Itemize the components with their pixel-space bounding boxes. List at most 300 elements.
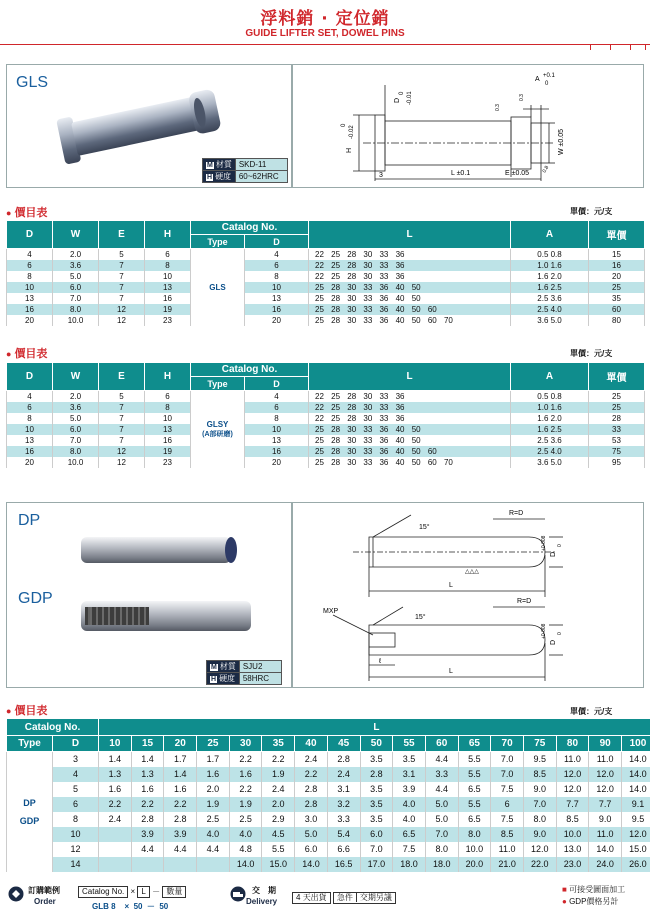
cell-h: 23 <box>145 315 191 326</box>
cell-w: 10.0 <box>53 315 99 326</box>
cell-price: 5.5 <box>262 842 295 857</box>
cell-price: 7.0 <box>425 827 458 842</box>
col-catalog-d: D <box>245 235 309 249</box>
cell-h: 16 <box>145 293 191 304</box>
col-l-value: 15 <box>131 736 164 752</box>
hardness-value: 60~62HRC <box>235 171 287 183</box>
cell-price: 6.6 <box>327 842 360 857</box>
cell-catalog-d: 20 <box>245 315 309 326</box>
cell-w: 6.0 <box>53 424 99 435</box>
col-price: 單價 <box>589 221 645 249</box>
cell-l: 25 28 30 33 36 40 50 60 70 <box>309 457 511 468</box>
col-catalog: Catalog No. <box>191 363 309 377</box>
cell-price: 2.2 <box>99 797 132 812</box>
cell-price <box>197 857 230 872</box>
note-gdp-price: ● GDP價格另計 <box>562 897 619 906</box>
thread-length-label: ℓ <box>379 658 382 665</box>
cell-price: 60 <box>589 304 645 315</box>
table-row <box>7 797 650 812</box>
cell-price: 2.8 <box>327 752 360 767</box>
cell-price: 1.6 <box>197 767 230 782</box>
cell-price: 2.8 <box>131 812 164 827</box>
delivery-label-cn: 交 期 <box>252 886 276 895</box>
cell-price: 1.7 <box>164 752 197 767</box>
cell-price: 12.0 <box>556 767 589 782</box>
col-catalog: Catalog No. <box>7 719 99 736</box>
cell-w: 7.0 <box>53 293 99 304</box>
hardness-value: 58HRC <box>239 673 281 685</box>
cell-price: 1.6 <box>164 782 197 797</box>
cell-price: 7.0 <box>491 752 524 767</box>
cell-l: 22 25 28 30 33 36 <box>309 402 511 413</box>
cell-d: 10 <box>53 827 99 842</box>
d-dimension-label: D <box>550 639 557 645</box>
type-note: (A部研磨) <box>202 430 233 438</box>
col-d: D <box>53 736 99 752</box>
table-row <box>7 827 650 842</box>
cell-price: 23.0 <box>556 857 589 872</box>
cell-price <box>99 827 132 842</box>
table-row <box>7 857 650 872</box>
cell-price: 8.0 <box>458 827 491 842</box>
cell-price: 12.0 <box>589 782 622 797</box>
cell-price: 2.2 <box>131 797 164 812</box>
cell-d: 16 <box>7 304 53 315</box>
cell-price: 6.5 <box>458 782 491 797</box>
cell-l: 22 25 28 30 33 36 <box>309 391 511 402</box>
cell-price: 10.0 <box>458 842 491 857</box>
cell-price: 21.0 <box>491 857 524 872</box>
cell-price: 9.5 <box>622 812 650 827</box>
col-l-value: 30 <box>229 736 262 752</box>
table-row <box>7 435 645 446</box>
cell-price: 20.0 <box>458 857 491 872</box>
cell-price: 1.9 <box>262 767 295 782</box>
cell-price: 5.5 <box>458 797 491 812</box>
w-dimension-label: W ±0.05 <box>558 128 565 155</box>
cell-price: 3.9 <box>393 782 426 797</box>
cell-price: 6.5 <box>458 812 491 827</box>
order-icon <box>8 886 24 902</box>
cell-d: 13 <box>7 293 53 304</box>
cell-price: 7.0 <box>360 842 393 857</box>
col-h: H <box>145 221 191 249</box>
cell-price: 1.3 <box>131 767 164 782</box>
cell-price: 1.9 <box>197 797 230 812</box>
radius-label: R=D <box>517 598 532 605</box>
table-row <box>7 293 645 304</box>
cell-price: 3.9 <box>131 827 164 842</box>
a-tolerance-top: +0.1 <box>543 73 555 79</box>
cell-price: 2.5 <box>197 812 230 827</box>
cell-price: 14.0 <box>295 857 328 872</box>
cell-price: 16 <box>589 260 645 271</box>
cell-e: 12 <box>99 315 145 326</box>
col-price: 單價 <box>589 363 645 391</box>
cell-a: 0.5 0.8 <box>511 249 589 260</box>
cell-h: 19 <box>145 304 191 315</box>
cell-price: 16.5 <box>327 857 360 872</box>
cell-price: 25 <box>589 282 645 293</box>
cell-d: 16 <box>7 446 53 457</box>
cell-price: 6.0 <box>360 827 393 842</box>
hardness-row <box>203 171 288 183</box>
cell-h: 13 <box>145 424 191 435</box>
d-tolerance-top: 0 <box>399 91 405 95</box>
cell-w: 2.0 <box>53 391 99 402</box>
gls-label: GLS <box>16 74 49 91</box>
cell-price: 2.0 <box>262 797 295 812</box>
radius-label: 0.8 <box>541 164 551 174</box>
cell-price: 1.4 <box>99 752 132 767</box>
cell-h: 16 <box>145 435 191 446</box>
cell-price: 4.5 <box>262 827 295 842</box>
cell-catalog-d: 20 <box>245 457 309 468</box>
l-dimension-label: L ±0.1 <box>451 170 471 177</box>
cell-price: 3.1 <box>393 767 426 782</box>
cell-h: 19 <box>145 446 191 457</box>
cell-price: 4.4 <box>425 782 458 797</box>
col-l: L <box>99 719 650 736</box>
unit-label-3: 單價：元/支 <box>570 707 613 716</box>
table-row <box>7 304 645 315</box>
cell-price: 17.0 <box>360 857 393 872</box>
radius-label: 0.3 <box>495 104 501 111</box>
cell-a: 1.6 2.5 <box>511 424 589 435</box>
cell-d: 20 <box>7 315 53 326</box>
l-dimension-label: L <box>449 582 453 589</box>
page-title: 浮料銷 · 定位銷 <box>260 9 390 29</box>
cell-a: 3.6 5.0 <box>511 315 589 326</box>
cell-price: 4.4 <box>197 842 230 857</box>
cell-e: 7 <box>99 413 145 424</box>
d-tolerance-top: +0.008 <box>541 535 547 551</box>
cell-price: 11.0 <box>589 827 622 842</box>
cell-catalog-d: 16 <box>245 446 309 457</box>
table-row <box>7 315 645 326</box>
material-value: SKD-11 <box>235 159 287 171</box>
cell-price <box>131 857 164 872</box>
cell-price: 22.0 <box>523 857 556 872</box>
col-l-value: 20 <box>164 736 197 752</box>
cell-price: 2.4 <box>295 752 328 767</box>
cell-e: 5 <box>99 391 145 402</box>
cell-e: 7 <box>99 402 145 413</box>
h-dimension-label: H <box>346 147 353 153</box>
cell-price: 95 <box>589 457 645 468</box>
cell-price: 1.6 <box>131 782 164 797</box>
cell-price: 6.0 <box>295 842 328 857</box>
cell-w: 8.0 <box>53 304 99 315</box>
cell-e: 12 <box>99 457 145 468</box>
cell-price: 1.9 <box>229 797 262 812</box>
cell-price: 2.4 <box>327 767 360 782</box>
cell-l: 25 28 30 33 36 40 50 60 <box>309 304 511 315</box>
cell-price: 6.5 <box>393 827 426 842</box>
cell-price: 12.0 <box>556 782 589 797</box>
cell-l: 22 25 28 30 33 36 <box>309 413 511 424</box>
order-qty-box: 數量 <box>162 886 186 898</box>
price-heading-1: ● 價目表 <box>6 204 47 220</box>
cell-price <box>164 857 197 872</box>
table-row <box>7 424 645 435</box>
order-l-box: L <box>137 886 149 898</box>
cell-price: 2.8 <box>360 767 393 782</box>
cell-price: 5.0 <box>295 827 328 842</box>
cell-h: 10 <box>145 271 191 282</box>
cell-l: 25 28 30 33 36 40 50 <box>309 424 511 435</box>
cell-price: 2.9 <box>262 812 295 827</box>
d-tolerance-bottom: 0 <box>557 632 563 635</box>
cell-price: 24.0 <box>589 857 622 872</box>
l-dimension-label: L <box>449 668 453 675</box>
cell-d: 3 <box>53 752 99 767</box>
cell-price: 2.2 <box>229 782 262 797</box>
cell-price: 7.5 <box>393 842 426 857</box>
cell-price: 33 <box>589 424 645 435</box>
table-row <box>7 402 645 413</box>
cell-price: 3.5 <box>360 782 393 797</box>
cell-catalog-d: 13 <box>245 293 309 304</box>
h-tolerance-top: 0 <box>341 123 347 127</box>
cell-price: 5.0 <box>425 797 458 812</box>
material-row <box>207 661 282 673</box>
col-type: Type <box>191 377 245 391</box>
col-w: W <box>53 221 99 249</box>
cell-price: 2.2 <box>295 767 328 782</box>
cell-price: 2.5 <box>229 812 262 827</box>
table-row <box>7 413 645 424</box>
cell-price: 14.0 <box>589 842 622 857</box>
cell-d: 4 <box>7 249 53 260</box>
cell-price: 4.4 <box>425 752 458 767</box>
cell-catalog-d: 4 <box>245 391 309 402</box>
hardness-key: H 硬度 <box>203 171 236 183</box>
d-dimension-label: D <box>550 551 557 557</box>
col-l-value: 80 <box>556 736 589 752</box>
cell-price: 3.0 <box>295 812 328 827</box>
cell-price: 3.5 <box>360 797 393 812</box>
cell-price: 8.0 <box>425 842 458 857</box>
cell-price: 28 <box>589 413 645 424</box>
col-d: D <box>7 221 53 249</box>
cell-l: 25 28 30 33 36 40 50 <box>309 293 511 304</box>
type-label-gdp: GDP <box>19 815 40 826</box>
col-l-value: 100 <box>622 736 650 752</box>
table-row <box>7 767 650 782</box>
cell-price: 9.0 <box>523 827 556 842</box>
order-times: × <box>130 887 136 896</box>
dp-material-table <box>206 660 282 685</box>
cell-w: 3.6 <box>53 260 99 271</box>
order-label-cn: 訂購範例 <box>28 886 60 895</box>
cell-price: 12.0 <box>622 827 650 842</box>
mxp-label: MXP <box>323 608 339 615</box>
cell-e: 7 <box>99 282 145 293</box>
cell-d: 14 <box>53 857 99 872</box>
cell-price: 18.0 <box>425 857 458 872</box>
cell-price: 3.5 <box>360 812 393 827</box>
delivery-info <box>292 892 396 904</box>
table-row <box>7 842 650 857</box>
cell-price: 25 <box>589 402 645 413</box>
cell-a: 0.5 0.8 <box>511 391 589 402</box>
gls-drawing-panel <box>292 64 644 188</box>
cell-d: 6 <box>7 402 53 413</box>
cell-d: 4 <box>7 391 53 402</box>
cell-w: 6.0 <box>53 282 99 293</box>
cell-h: 23 <box>145 457 191 468</box>
cell-price: 10.0 <box>556 827 589 842</box>
cell-price: 3.2 <box>327 797 360 812</box>
order-label-en: Order <box>34 897 56 906</box>
cell-price: 7.7 <box>556 797 589 812</box>
a-dimension-label: A <box>535 76 540 83</box>
finish-symbol: △△△ <box>465 569 479 575</box>
col-catalog: Catalog No. <box>191 221 309 235</box>
cell-price: 53 <box>589 435 645 446</box>
order-format <box>78 886 186 898</box>
material-value: SJU2 <box>239 661 281 673</box>
cell-catalog-d: 10 <box>245 424 309 435</box>
cell-price: 20 <box>589 271 645 282</box>
cell-price: 8.0 <box>523 812 556 827</box>
unit-label-2: 單價：元/支 <box>570 349 613 358</box>
cell-price: 3.5 <box>393 752 426 767</box>
type-cell <box>191 391 245 468</box>
gls-technical-drawing <box>293 65 645 189</box>
dim-3-label: 3 <box>379 172 383 179</box>
cell-price: 2.4 <box>99 812 132 827</box>
gls-price-table <box>6 220 645 326</box>
d-tolerance-bottom: 0 <box>557 544 563 547</box>
dp-technical-drawing <box>293 503 645 689</box>
cell-a: 2.5 3.6 <box>511 293 589 304</box>
col-h: H <box>145 363 191 391</box>
cell-catalog-d: 8 <box>245 413 309 424</box>
cell-catalog-d: 10 <box>245 282 309 293</box>
cell-price: 26.0 <box>622 857 650 872</box>
cell-price: 1.6 <box>229 767 262 782</box>
cell-catalog-d: 6 <box>245 402 309 413</box>
cell-price: 1.4 <box>164 767 197 782</box>
table-row <box>7 271 645 282</box>
cell-price: 4.0 <box>393 797 426 812</box>
col-a: A <box>511 221 589 249</box>
col-a: A <box>511 363 589 391</box>
cell-price: 25 <box>589 391 645 402</box>
cell-price: 11.0 <box>556 752 589 767</box>
cell-price: 3.9 <box>164 827 197 842</box>
material-row <box>203 159 288 171</box>
cell-catalog-d: 13 <box>245 435 309 446</box>
cell-d: 8 <box>53 812 99 827</box>
type-label: GLS <box>209 282 226 292</box>
cell-price: 14.0 <box>622 752 650 767</box>
delivery-days-box: 4 天出貨 <box>292 892 331 904</box>
page-subtitle: GUIDE LIFTER SET, DOWEL PINS <box>245 28 405 39</box>
cell-price: 80 <box>589 315 645 326</box>
cell-l: 22 25 28 30 33 36 <box>309 271 511 282</box>
table-row <box>7 446 645 457</box>
cell-h: 6 <box>145 391 191 402</box>
radius-label: R=D <box>509 510 524 517</box>
col-l-value: 10 <box>99 736 132 752</box>
cell-h: 13 <box>145 282 191 293</box>
cell-price: 5.4 <box>327 827 360 842</box>
cell-w: 5.0 <box>53 271 99 282</box>
cell-price: 2.8 <box>164 812 197 827</box>
cell-price: 15 <box>589 249 645 260</box>
cell-price: 2.2 <box>262 752 295 767</box>
gdp-label: GDP <box>18 590 53 607</box>
cell-catalog-d: 4 <box>245 249 309 260</box>
svg-text:-0.02 <box>349 125 355 139</box>
col-e: E <box>99 221 145 249</box>
col-l-value: 25 <box>197 736 230 752</box>
cell-price: 2.2 <box>164 797 197 812</box>
cell-w: 8.0 <box>53 446 99 457</box>
col-l-value: 60 <box>425 736 458 752</box>
cell-price: 2.2 <box>229 752 262 767</box>
cell-price: 2.8 <box>295 797 328 812</box>
col-catalog-d: D <box>245 377 309 391</box>
cell-catalog-d: 6 <box>245 260 309 271</box>
cell-e: 7 <box>99 271 145 282</box>
cell-l: 25 28 30 33 36 40 50 60 <box>309 446 511 457</box>
dp-label: DP <box>18 512 41 529</box>
angle-label: 15° <box>415 614 426 621</box>
cell-w: 2.0 <box>53 249 99 260</box>
title-divider <box>0 44 650 45</box>
col-l: L <box>309 221 511 249</box>
unit-label-1: 單價：元/支 <box>570 207 613 216</box>
cell-price: 5.5 <box>458 752 491 767</box>
material-key: M 材質 <box>207 661 240 673</box>
cell-price: 14.0 <box>622 782 650 797</box>
divider-tick <box>610 44 611 50</box>
radius-label: 0.3 <box>519 94 525 101</box>
d-dimension-label: D <box>394 97 401 103</box>
cell-price: 8.5 <box>523 767 556 782</box>
cell-price: 9.1 <box>622 797 650 812</box>
col-l-value: 45 <box>327 736 360 752</box>
cell-price: 14.0 <box>229 857 262 872</box>
svg-text:0 <box>399 91 405 95</box>
col-l-value: 75 <box>523 736 556 752</box>
order-example: GLB 8 × 50 － 50 <box>92 902 169 911</box>
divider-tick <box>630 44 631 50</box>
cell-price: 6 <box>491 797 524 812</box>
cell-price: 3.3 <box>425 767 458 782</box>
col-l-value: 65 <box>458 736 491 752</box>
col-l-value: 55 <box>393 736 426 752</box>
cell-price: 8.5 <box>556 812 589 827</box>
cell-price: 4.4 <box>164 842 197 857</box>
cell-l: 22 25 28 30 33 36 <box>309 249 511 260</box>
cell-e: 7 <box>99 260 145 271</box>
cell-price: 4.4 <box>131 842 164 857</box>
cell-d: 13 <box>7 435 53 446</box>
gls-material-table <box>202 158 288 183</box>
cell-a: 2.5 3.6 <box>511 435 589 446</box>
cell-d: 6 <box>53 797 99 812</box>
cell-d: 10 <box>7 282 53 293</box>
cell-e: 7 <box>99 435 145 446</box>
col-e: E <box>99 363 145 391</box>
cell-a: 2.5 4.0 <box>511 304 589 315</box>
order-dash: － <box>152 887 161 896</box>
